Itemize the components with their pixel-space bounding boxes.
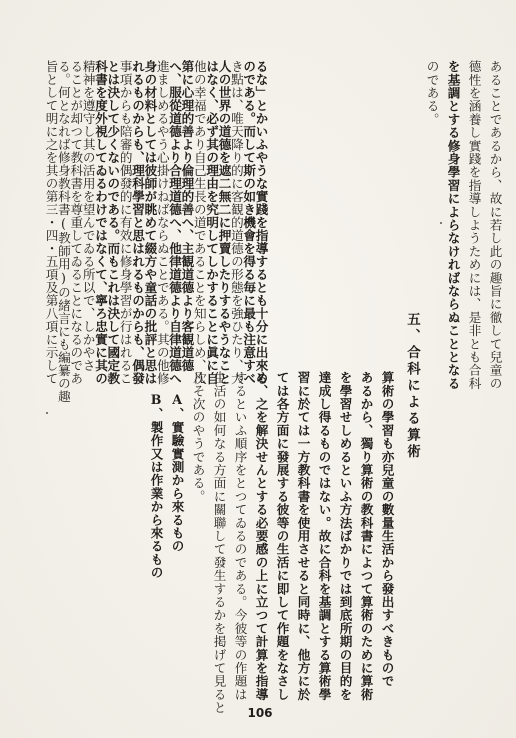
- text-column: ては各方面に發展する彼等の生活に即して作題をなさし: [274, 371, 290, 701]
- text-column: め、之を解決せんとする必要感の上に立つて計算を指導: [253, 371, 269, 701]
- text-column: あることであるから、故に若し此の趣旨に徹して兒童の: [487, 60, 503, 390]
- text-column: 德性を涵養し實踐を指導しようためには、是非とも合科: [466, 60, 482, 390]
- text-column: 達成し得るものではない。故に合科を基調とする算術學: [316, 371, 332, 701]
- text-column: 凡そ次のやうである。: [190, 371, 206, 503]
- text-column: ることが却つて教科書を尊重してゐることになるのであ: [68, 60, 84, 385]
- text-column: 事項からも陪審的偶發的に有效に修身學習が行はれるこ: [117, 60, 133, 385]
- text-column: とは決して少くないのである。而もこれは決して國定教: [105, 60, 121, 385]
- text-column: あるから、獨り算術の教科書によつて算術のために算術: [358, 371, 374, 701]
- text-column: のである。而して斯の如き機會を得る毎に最も注意すべ: [241, 60, 257, 385]
- text-column: 習に於ては一方教科書を使用させると同時に、他方に於: [295, 371, 311, 701]
- text-column: 進ましめるやう心掛けねばならぬことである。其の他修: [154, 60, 170, 385]
- page-number: 106: [247, 706, 273, 720]
- text-column: る。何となれば修身教科書(教師用)の緒言にも編纂の趣: [55, 60, 71, 403]
- ink-speck: [46, 412, 48, 414]
- list-item: A、實驗實測から來るもの: [169, 392, 185, 553]
- text-column: 身の材料としては彼師が眺めて綴方や童話の批評と思は: [142, 60, 158, 385]
- text-column: 他の幸福であり自己生長の道であることを知らしめ、次: [191, 60, 207, 385]
- text-column: 生活の如何なる方面に關聯して發生するかを掲げて見ると: [211, 371, 227, 715]
- text-column: を學習せしめるといふ方法ばかりでは到底所期の目的を: [337, 371, 353, 701]
- text-column: へ、服從道德より合理道德へ、他律道德より自律道德へ: [167, 60, 183, 385]
- text-column: のである。: [424, 60, 440, 126]
- text-column: はなく、必ず其の理由を究明してしかすることに眞に自: [204, 60, 220, 385]
- text-column: き點は、唯天降り的に客観的道德の形態を強ひたり、大: [228, 60, 244, 385]
- section-heading: 五、合科による算術: [404, 312, 420, 461]
- text-column: 精神を遵守し其の活用を望んでゐる所以で、しかやさ: [80, 60, 96, 372]
- ink-speck: [440, 222, 442, 224]
- text-column: 人の世界の道德を遮二無二に押賣したりするやうなこと: [216, 60, 232, 385]
- text-column: 科書を度外視してゐるわけではなくて、寧ろ忠實に其の: [93, 60, 108, 385]
- text-column: 算術の學習も亦兒童の數量生活から發出すべきもので: [379, 371, 395, 688]
- list-item: B、製作又は作業から來るもの: [148, 392, 164, 580]
- text-column: 旨として明に之を其の第三・四・五項及第八項に示して: [43, 60, 59, 385]
- text-column: れるものからも、理科學習と思はれるものからも、偶發: [130, 60, 146, 385]
- text-column: るな」とかいふやうな實踐を指導するとも十分に出來る: [253, 60, 269, 385]
- text-column: を基調とする修身學習によらなければならぬこととなる: [445, 60, 461, 390]
- text-column: するといふ順序をとつてゐるのである。今彼等の作題は: [232, 371, 248, 701]
- text-column: 第に心理的善より倫理的善へ、主観道德より客観道德: [179, 60, 195, 372]
